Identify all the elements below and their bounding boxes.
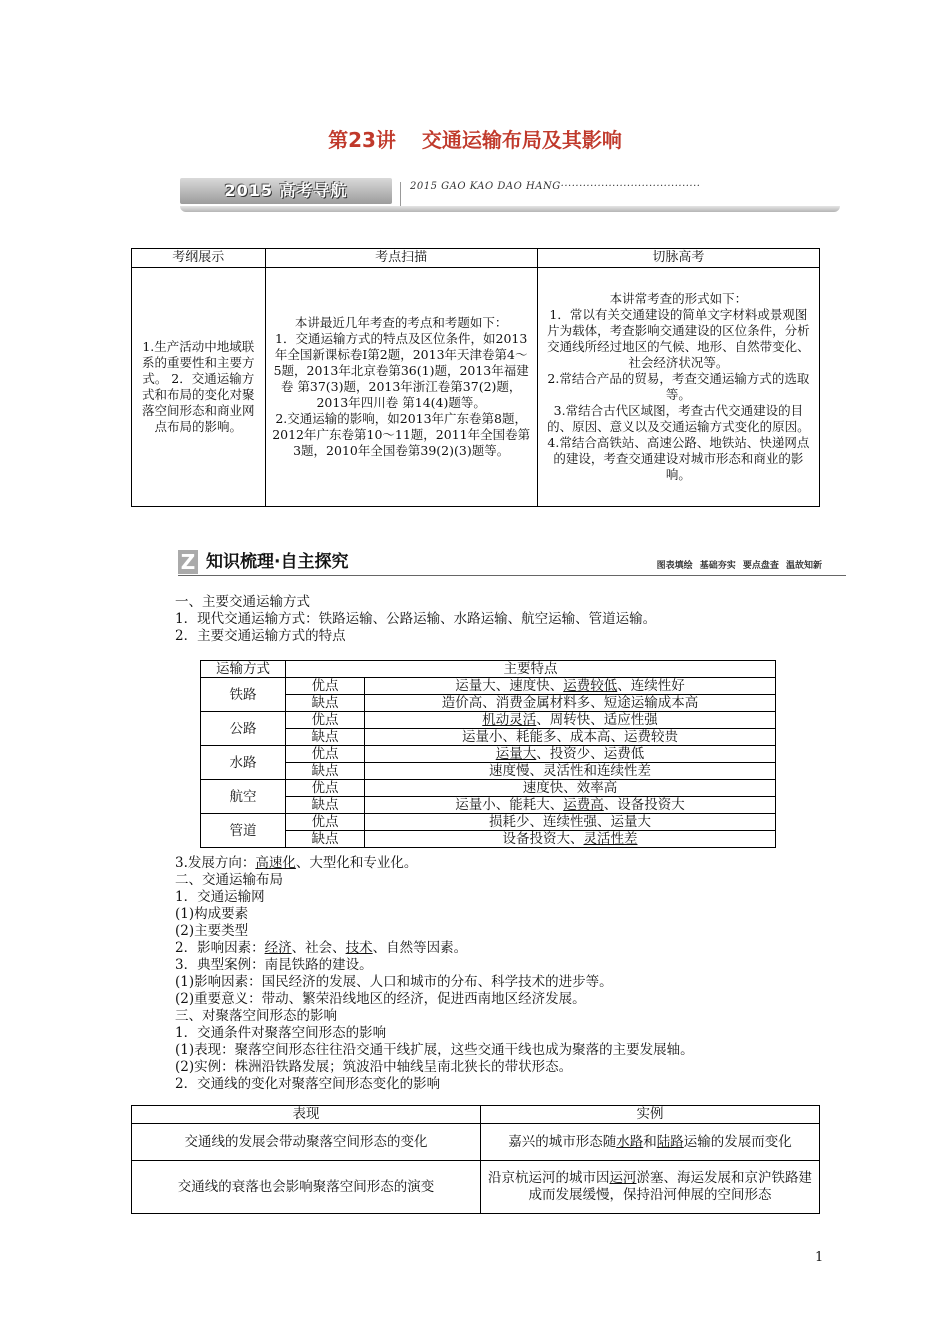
pro-label: 优点	[286, 746, 365, 763]
pipeline-con: 设备投资大、灵活性差	[365, 831, 776, 848]
influence-table	[131, 1105, 820, 1214]
air-con: 运量小、能耗大、运费高、设备投资大	[365, 797, 776, 814]
r1-post: 运输的发展而变化	[683, 1133, 792, 1150]
outline-header-row	[132, 249, 820, 268]
part1-heading: 一、主要交通运输方式	[175, 594, 310, 610]
r2-post: 淤塞、海运发展和京沪铁路建成而发展缓慢，保持沿河伸展的空间形态	[528, 1170, 812, 1203]
mode-pipeline: 管道	[201, 814, 286, 848]
influence-row1-right	[481, 1124, 820, 1161]
outline-content-row	[132, 268, 820, 507]
influence-row	[132, 1161, 820, 1214]
factors-post: 、自然等因素。	[372, 940, 468, 956]
r2-pre: 沿京杭运河的城市因	[488, 1170, 610, 1186]
influence-factors	[175, 940, 467, 957]
part2-line: (1)影响因素：国民经济的发展、人口和城市的分布、科学技术的进步等。	[175, 974, 613, 990]
transport-row	[201, 729, 776, 746]
banner-label-box	[180, 178, 392, 204]
water-con: 速度慢、灵活性和连续性差	[365, 763, 776, 780]
pro-label: 优点	[286, 712, 365, 729]
transport-row	[201, 797, 776, 814]
exam-item-1: 1．常以有关交通建设的简单文字材料或景观图片为载体，考查影响交通建设的区位条件，分析交通线所经过地区的气候、地形、自然带变化、社会经济状况等。	[547, 307, 810, 370]
scan-item-2: 2.交通运输的影响，如2013年广东卷第8题，2012年广东卷第10～11题，2011年全国卷第3题，2010年全国卷第39(2)(3)题等。	[272, 411, 531, 458]
influence-row2-left: 交通线的衰落也会影响聚落空间形态的演变	[132, 1161, 481, 1214]
outline-header-syllabus: 考纲展示	[132, 249, 266, 268]
r1-mid: 和	[643, 1133, 657, 1150]
transport-header-feature: 主要特点	[286, 661, 776, 678]
influence-row1-left: 交通线的发展会带动聚落空间形态的变化	[132, 1124, 481, 1161]
page-title	[0, 124, 950, 153]
influence-header-right: 实例	[481, 1106, 820, 1124]
con-label: 缺点	[286, 763, 365, 780]
con-label: 缺点	[286, 729, 365, 746]
con-label: 缺点	[286, 831, 365, 848]
part2-line: (2)主要类型	[175, 923, 249, 939]
mode-water: 水路	[201, 746, 286, 780]
banner-underline	[180, 206, 840, 212]
exam-intro: 本讲常考查的形式如下：	[609, 291, 748, 306]
part2-line: (1)构成要素	[175, 906, 249, 922]
banner-english: 2015 GAO KAO DAO HANG······································	[410, 181, 701, 192]
transport-row	[201, 712, 776, 729]
factors-mid: 、社会、	[291, 940, 346, 956]
transport-row	[201, 814, 776, 831]
knowledge-section-header	[178, 550, 846, 576]
railway-pro: 运量大、速度快、运费较低、连续性好	[365, 678, 776, 695]
section-rule	[178, 575, 846, 576]
outline-header-scan: 考点扫描	[265, 249, 537, 268]
section-tags: 图表填绘 基础夯实 要点盘查 温故知新	[656, 561, 822, 571]
outline-table	[131, 248, 820, 507]
water-pro: 运量大、投资少、运费低	[365, 746, 776, 763]
transport-row	[201, 831, 776, 848]
dev-direction-key: 高速化	[255, 855, 296, 871]
part2-heading: 二、交通运输布局	[175, 872, 283, 888]
railway-con: 造价高、消费金属材料多、短途运输成本高	[365, 695, 776, 712]
scan-item-1: 1．交通运输方式的特点及区位条件，如2013年全国新课标卷Ⅰ第2题，2013年天津卷第4～5题，2013年北京卷第36(1)题，2013年福建卷 第37(3)题，2013年浙江卷第37(2)题，2013年四川卷 第14(4)题等。	[273, 331, 529, 410]
dev-direction-pre: 3.发展方向：	[175, 855, 256, 871]
outline-exam-cell	[537, 268, 819, 507]
highway-con: 运量小、耗能多、成本高、运费较贵	[365, 729, 776, 746]
lecture-name: 交通运输布局及其影响	[421, 128, 622, 152]
part3-heading: 三、对聚落空间形态的影响	[175, 1008, 337, 1024]
part2-line: (2)重要意义：带动、繁荣沿线地区的经济，促进西南地区经济发展。	[175, 991, 586, 1007]
part2-line: 1．交通运输网	[175, 889, 265, 905]
transport-row	[201, 763, 776, 780]
influence-row2-right	[481, 1161, 820, 1214]
factor-economy: 经济	[264, 940, 292, 956]
exam-item-3: 3.常结合古代区域图，考查古代交通建设的目的、原因、意义以及交通运输方式变化的原因。	[547, 403, 810, 434]
part3-line: 1．交通条件对聚落空间形态的影响	[175, 1025, 387, 1041]
section-title: 知识梳理·自主探究	[206, 552, 349, 572]
mode-highway: 公路	[201, 712, 286, 746]
pro-label: 优点	[286, 814, 365, 831]
exam-item-2: 2.常结合产品的贸易，考查交通运输方式的选取等。	[547, 371, 810, 402]
transport-header-mode: 运输方式	[201, 661, 286, 678]
transport-table	[200, 660, 776, 848]
dev-direction-post: 、大型化和专业化。	[295, 855, 418, 871]
exam-item-4: 4.常结合高铁站、高速公路、地铁站、快递网点的建设，考查交通建设对城市形态和商业的影响。	[547, 435, 810, 482]
page-number: 1	[815, 1250, 824, 1265]
r2-canal: 运河	[609, 1170, 637, 1186]
influence-header-left: 表现	[132, 1106, 481, 1124]
part3-line: (2)实例：株洲沿铁路发展；筑波沿中轴线呈南北狭长的带状形态。	[175, 1059, 573, 1075]
con-label: 缺点	[286, 797, 365, 814]
r1-water: 水路	[616, 1133, 644, 1150]
transport-row	[201, 678, 776, 695]
banner-divider	[392, 182, 401, 206]
r1-land: 陆路	[656, 1133, 684, 1150]
influence-row	[132, 1124, 820, 1161]
con-label: 缺点	[286, 695, 365, 712]
pipeline-pro: 损耗少、连续性强、运量大	[365, 814, 776, 831]
outline-syllabus-cell: 1.生产活动中地域联系的重要性和主要方式。 2．交通运输方式和布局的变化对聚落空间形态和商业网点布局的影响。	[132, 268, 266, 507]
transport-row	[201, 695, 776, 712]
part1-line2: 2．主要交通运输方式的特点	[175, 628, 346, 644]
exam-guide-banner	[180, 174, 842, 218]
factors-pre: 2．影响因素：	[175, 940, 265, 956]
outline-scan-cell	[265, 268, 537, 507]
air-pro: 速度快、效率高	[365, 780, 776, 797]
transport-header-row	[201, 661, 776, 678]
part1-line1: 1．现代交通运输方式：铁路运输、公路运输、水路运输、航空运输、管道运输。	[175, 611, 657, 627]
mode-air: 航空	[201, 780, 286, 814]
part3-line: 2．交通线的变化对聚落空间形态变化的影响	[175, 1076, 441, 1092]
factor-technology: 技术	[345, 940, 373, 956]
highway-pro: 机动灵活、周转快、适应性强	[365, 712, 776, 729]
mode-railway: 铁路	[201, 678, 286, 712]
pro-label: 优点	[286, 678, 365, 695]
lecture-number: 第23讲	[328, 128, 396, 152]
z-badge-icon: Z	[178, 550, 198, 574]
part2-line: 3．典型案例：南昆铁路的建设。	[175, 957, 373, 973]
scan-intro: 本讲最近几年考查的考点和考题如下：	[294, 315, 508, 330]
influence-header-row	[132, 1106, 820, 1124]
outline-header-exam: 切脉高考	[537, 249, 819, 268]
banner-label: 2015 高考导航	[224, 181, 348, 200]
pro-label: 优点	[286, 780, 365, 797]
r1-pre: 嘉兴的城市形态随	[508, 1133, 617, 1150]
transport-row	[201, 746, 776, 763]
dev-direction	[175, 855, 417, 872]
transport-row	[201, 780, 776, 797]
part3-line: (1)表现：聚落空间形态往往沿交通干线扩展，这些交通干线也成为聚落的主要发展轴。	[175, 1042, 694, 1058]
